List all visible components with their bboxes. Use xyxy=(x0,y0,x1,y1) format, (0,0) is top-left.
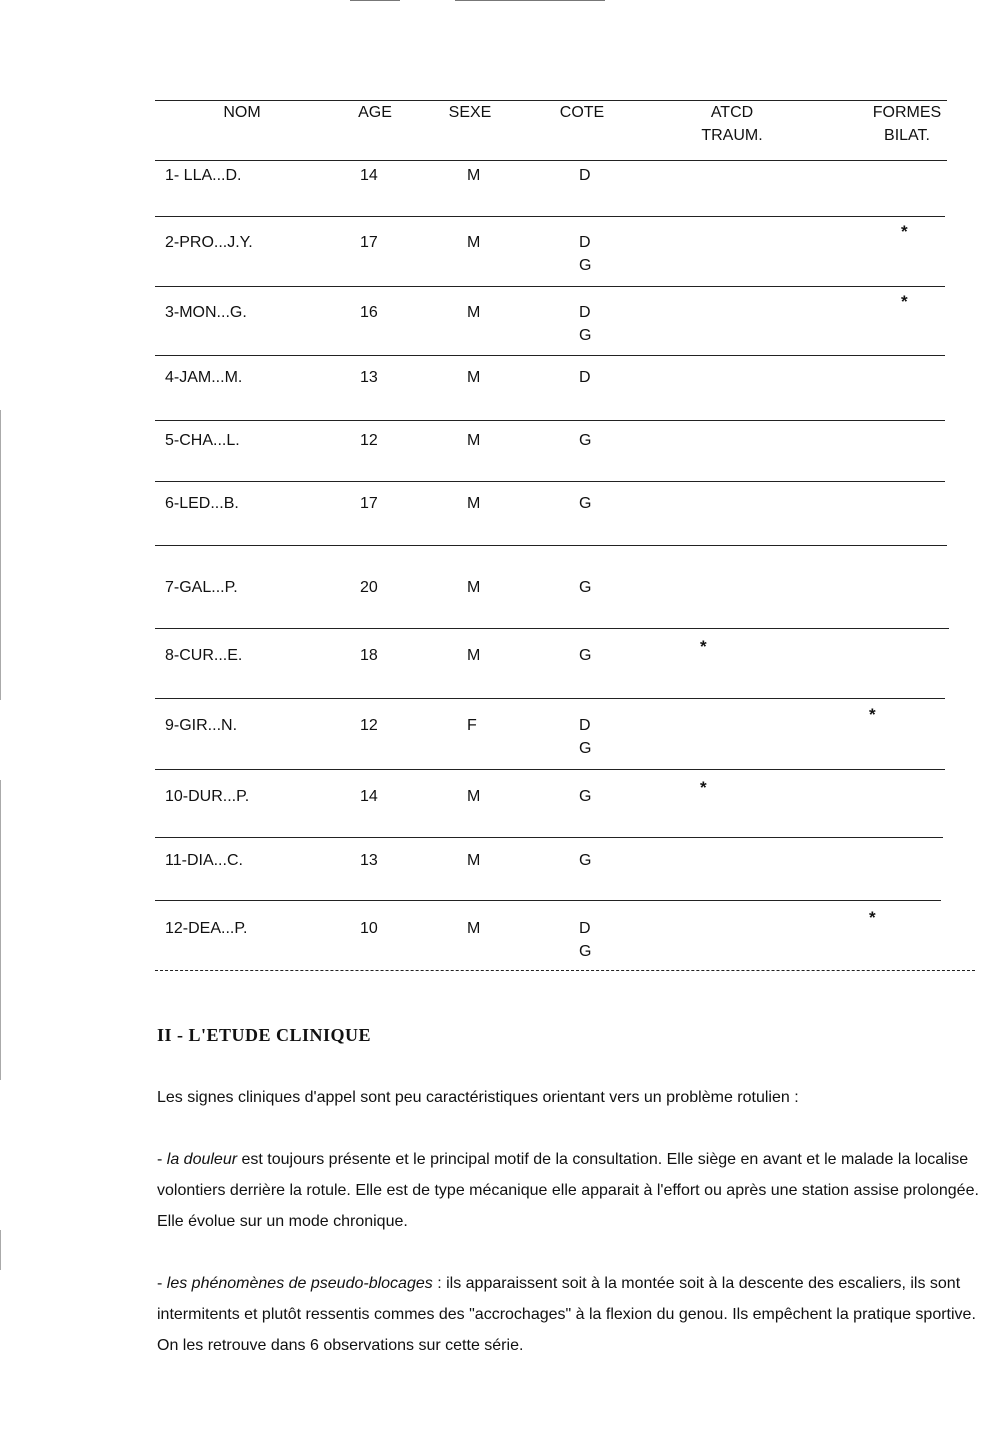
douleur-paragraph xyxy=(157,1144,982,1237)
cell-nom: 8-CUR...E. xyxy=(165,647,243,664)
cell-age: 14 xyxy=(360,788,378,805)
cell-cote: G xyxy=(579,788,592,805)
bullet-dash: - xyxy=(157,1275,167,1292)
cell-age: 14 xyxy=(360,167,378,184)
cell-age: 13 xyxy=(360,852,378,869)
cell-cote: G xyxy=(579,495,592,512)
cell-nom: 10-DUR...P. xyxy=(165,788,250,805)
cell-sexe: M xyxy=(467,495,481,512)
cell-nom: 5-CHA...L. xyxy=(165,432,240,449)
bilateral-mark: * xyxy=(901,292,908,311)
bilateral-mark: * xyxy=(869,705,876,724)
column-header-nom: NOM xyxy=(223,104,261,121)
cell-age: 16 xyxy=(360,304,378,321)
row-divider xyxy=(155,900,941,901)
column-header-cote: COTE xyxy=(559,104,605,121)
cell-sexe: M xyxy=(467,369,481,386)
cell-cote: D G xyxy=(579,920,592,960)
cell-age: 20 xyxy=(360,579,378,596)
cell-nom: 3-MON...G. xyxy=(165,304,247,321)
cell-sexe: M xyxy=(467,852,481,869)
cell-nom: 6-LED...B. xyxy=(165,495,239,512)
cell-nom: 11-DIA...C. xyxy=(165,852,243,869)
cell-nom: 9-GIR...N. xyxy=(165,717,238,734)
cell-age: 18 xyxy=(360,647,378,664)
row-divider xyxy=(155,355,945,356)
cell-cote: G xyxy=(579,432,592,449)
cell-sexe: M xyxy=(467,788,481,805)
cell-cote: G xyxy=(579,852,592,869)
row-divider xyxy=(155,970,975,971)
douleur-term: la douleur xyxy=(166,1151,238,1168)
row-divider xyxy=(155,698,945,699)
cell-sexe: M xyxy=(467,432,481,449)
cell-cote: G xyxy=(579,647,592,664)
atcd-trauma-mark: * xyxy=(700,637,707,656)
cell-cote: D xyxy=(579,369,591,386)
column-header-sexe: SEXE xyxy=(448,104,492,121)
pseudo-blocage-paragraph xyxy=(157,1268,982,1361)
cell-sexe: M xyxy=(467,920,481,937)
column-header-age: AGE xyxy=(358,104,392,121)
cell-age: 10 xyxy=(360,920,378,937)
cell-age: 12 xyxy=(360,717,378,734)
row-divider xyxy=(155,769,945,770)
atcd-trauma-mark: * xyxy=(700,778,707,797)
row-divider xyxy=(155,286,945,287)
top-edge-mark xyxy=(350,0,400,1)
douleur-text: est toujours présente et le principal motif de la consultation. Elle siège en avant et le malade la localise volontiers derrière la rotule. Elle est de type mécanique elle apparait à l'effort ou après une station assise prolongée. Elle évolue sur un mode chronique. xyxy=(157,1151,979,1230)
row-divider xyxy=(155,420,945,421)
row-divider xyxy=(155,216,945,217)
row-divider xyxy=(155,545,947,546)
cell-cote: D G xyxy=(579,304,592,344)
bilateral-mark: * xyxy=(869,908,876,927)
cell-sexe: M xyxy=(467,234,481,251)
cell-sexe: F xyxy=(467,717,477,734)
cell-nom: 12-DEA...P. xyxy=(165,920,248,937)
page-edge-line xyxy=(0,1230,1,1270)
cell-age: 17 xyxy=(360,234,378,251)
cell-nom: 2-PRO...J.Y. xyxy=(165,234,253,251)
page-edge-line xyxy=(0,780,1,1080)
page-edge-line xyxy=(0,410,1,700)
pseudo-blocage-text: : ils apparaissent soit à la montée soit à la descente des escaliers, ils sont intermitents et plutôt ressentis commes des "accrochages" à la flexion du genou. Ils empêchent la pratique sportive. On les retrouve dans 6 observations sur cette série. xyxy=(157,1275,976,1354)
section-title: II - L'ETUDE CLINIQUE xyxy=(157,1025,372,1045)
row-divider xyxy=(155,481,945,482)
cell-age: 13 xyxy=(360,369,378,386)
cell-age: 17 xyxy=(360,495,378,512)
top-edge-mark xyxy=(455,0,605,1)
cell-nom: 1- LLA...D. xyxy=(165,167,242,184)
cell-cote: D G xyxy=(579,234,592,274)
cell-nom: 4-JAM...M. xyxy=(165,369,243,386)
cell-nom: 7-GAL...P. xyxy=(165,579,238,596)
bullet-dash: - xyxy=(157,1151,167,1168)
row-divider xyxy=(155,837,943,838)
pseudo-blocage-term: les phénomènes de pseudo-blocages xyxy=(166,1275,433,1292)
cell-cote: G xyxy=(579,579,592,596)
cell-sexe: M xyxy=(467,579,481,596)
cell-cote: D xyxy=(579,167,591,184)
cell-sexe: M xyxy=(467,647,481,664)
cell-sexe: M xyxy=(467,167,481,184)
bilateral-mark: * xyxy=(901,222,908,241)
row-divider xyxy=(155,628,949,629)
cell-cote: D G xyxy=(579,717,592,757)
cell-sexe: M xyxy=(467,304,481,321)
column-header-formes: FORMES BILAT. xyxy=(872,104,942,144)
column-header-atcd: ATCD TRAUM. xyxy=(701,104,763,144)
row-divider xyxy=(155,160,947,161)
cell-age: 12 xyxy=(360,432,378,449)
intro-paragraph: Les signes cliniques d'appel sont peu caractéristiques orientant vers un problème rotulien : xyxy=(157,1089,799,1106)
